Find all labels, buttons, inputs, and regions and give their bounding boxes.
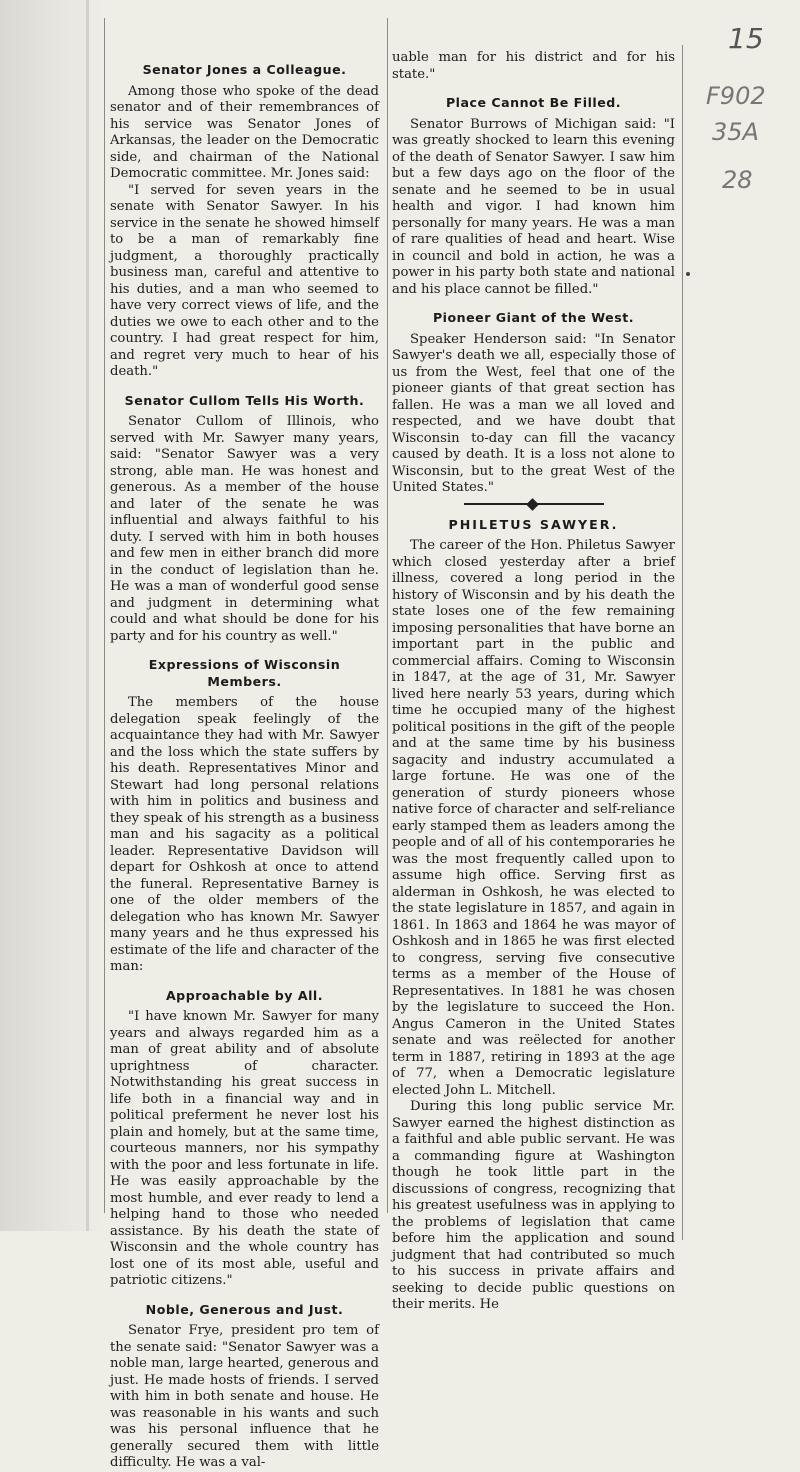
paragraph-career-1: The career of the Hon. Philetus Sawyer which closed yesterday after a brief illness, covered a long period in the history of Wisconsin and by his death the state loses one of the few remaining imposing personalities that have borne an important part in the public and commercial affairs. Coming to Wisconsin in 1847, at the age of 31, Mr. Sawyer lived here nearly 53 years, during which time he occupied many of the highest political positions in the gift of the people and at the same time by his business sagacity and industry accumulated a large fortune. He was one of the generation of sturdy pioneers whose native force of character and self-reliance early stamped them as leaders among the people and of all of his contemporaries he was the most frequently called upon to assume high office. Serving first as alderman in Oshkosh, he was elected to the state legislature in 1857, and again in 1861. In 1863 and 1864 he was mayor of Oshkosh and in 1865 he was first elected to congress, serving five consecutive terms as a member of the House of Representatives. In 1881 he was chosen by the legislature to succeed the Hon. Angus Cameron in the United States senate and was reëlected for another term in 1887, retiring in 1893 at the age of 77, when a Democratic legislature elected John L. Mitchell. bbox=[392, 538, 675, 1098]
paragraph-continued: uable man for his district and for his state." bbox=[392, 50, 675, 82]
column-rule-middle bbox=[387, 18, 388, 1213]
paragraph-burrows: Senator Burrows of Michigan said: "I was greatly shocked to learn this evening of the death of Senator Sawyer. I saw him but a few days ago on the floor of the senate and he seemed to be in usual health and vigor. I had known him personally for many years. He was a man of rare qualities of head and heart. Wise in council and bold in action, he was a power in his party both state and national and his place cannot be filled." bbox=[392, 116, 675, 297]
paragraph-cullom: Senator Cullom of Illinois, who served with Mr. Sawyer many years, said: "Senator Sawyer was a very strong, able man. He was honest and generous. As a member of the house and later of the senate he was influential and always faithful to his duty. I served with him in both houses and few men in either branch did more in the conduct of legislation than he. He was a man of wonderful good sense and judgment in determining what could and what should be done for his party and for his country as well." bbox=[110, 414, 379, 644]
ink-dot bbox=[686, 272, 690, 276]
column-right bbox=[392, 50, 675, 1314]
catalog-number-1: F902 bbox=[706, 82, 766, 110]
paragraph-wisconsin: The members of the house delegation speak feelingly of the acquaintance they had with Mr. Sawyer and the loss which the state suffers by his death. Representatives Minor and Stewart had long personal relations with him in politics and business and they speak of his strength as a business man and his sagacity as a political leader. Representative Davidson will depart for Oshkosh at once to attend the funeral. Representative Barney is one of the older members of the delegation who has known Mr. Sawyer many years and he thus expressed his estimate of the life and character of the man: bbox=[110, 695, 379, 974]
paragraph-jones-intro: Among those who spoke of the dead senator and of their remembrances of his service was Senator Jones of Arkansas, the leader on the Democratic side, and chairman of the National Democratic committee. Mr. Jones said: bbox=[110, 83, 379, 181]
paragraph-approachable: "I have known Mr. Sawyer for many years and always regarded him as a man of great ability and of absolute uprightness of character. Notwithstanding his great success in life both in a financial way and in political preferment he never lost his plain and homely, but at the same time, courteous manners, nor his sympathy with the poor and less fortunate in life. He was easily approachable by the most humble, and ever ready to lend a helping hand to those who needed assistance. By his death the state of Wisconsin and the whole country has lost one of its most able, useful and patriotic citizens." bbox=[110, 1009, 379, 1288]
column-rule-right bbox=[682, 45, 683, 1240]
heading-wisconsin-members: Expressions of Wisconsin Members. bbox=[148, 657, 341, 689]
catalog-number-2: 35A bbox=[712, 118, 759, 146]
section-separator bbox=[464, 503, 604, 505]
paragraph-noble: Senator Frye, president pro tem of the senate said: "Senator Sawyer was a noble man, large hearted, generous and just. He made hosts of friends. I served with him in both senate and house. He was reasonable in his wants and such was his personal influence that he generally secured them with little difficulty. He was a val- bbox=[110, 1323, 379, 1470]
heading-approachable: Approachable by All. bbox=[165, 987, 324, 1003]
page-fold bbox=[86, 0, 89, 1231]
paragraph-jones-quote: "I served for seven years in the senate with Senator Sawyer. In his service in the senate he showed himself to be a man of remarkably fine judgment, a thoroughly practically business man, careful and attentive to his duties, and a man who seemed to have very correct views of life, and the duties we owe to each other and to the country. I had great respect for him, and regret very much to hear of his death." bbox=[110, 182, 379, 379]
paragraph-pioneer: Speaker Henderson said: "In Senator Sawyer's death we all, especially those of us from the West, feel that one of the pioneer giants of that great section has fallen. He was a man we all loved and respected, and we have doubt that Wisconsin to-day can fill the vacancy caused by death. It is a loss not alone to Wisconsin, but to the great West of the United States." bbox=[392, 331, 675, 495]
column-left bbox=[110, 62, 379, 1472]
page-number: 15 bbox=[728, 22, 764, 55]
catalog-number-3: 28 bbox=[722, 166, 753, 194]
heading-senator-jones: Senator Jones a Colleague. bbox=[142, 62, 347, 77]
heading-senator-cullom: Senator Cullom Tells His Worth. bbox=[124, 392, 365, 408]
heading-pioneer-giant: Pioneer Giant of the West. bbox=[432, 310, 635, 325]
page-left-margin bbox=[0, 0, 105, 1231]
column-rule-left bbox=[104, 18, 105, 1213]
heading-philetus-sawyer: PHILETUS SAWYER. bbox=[448, 516, 619, 532]
paragraph-career-2: During this long public service Mr. Sawyer earned the highest distinction as a faithful and able public servant. He was a commanding figure at Washington though he took little part in the discussions of congress, recognizing that his greatest usefulness was in applying to the problems of legislation that came before him the application and sound judgment that had contributed so much to his success in private affairs and seeking to decide public questions on their merits. He bbox=[392, 1099, 675, 1312]
heading-noble: Noble, Generous and Just. bbox=[145, 1301, 344, 1317]
heading-place-cannot-be-filled: Place Cannot Be Filled. bbox=[445, 95, 622, 110]
